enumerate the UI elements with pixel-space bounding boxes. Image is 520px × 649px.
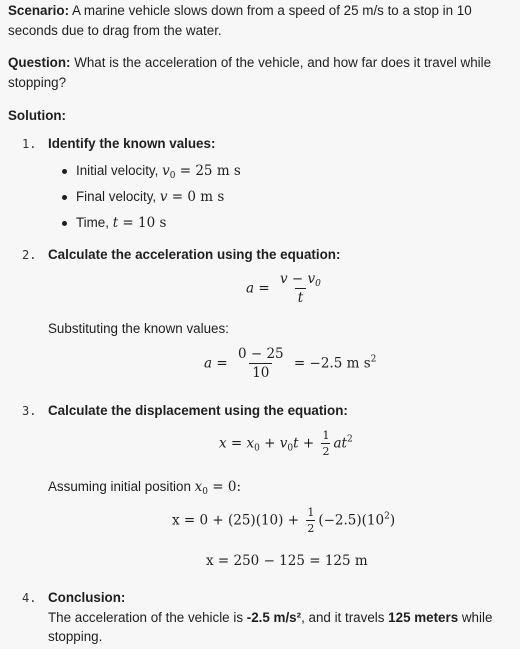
question-text: What is the acceleration of the vehicle, and how far does it travel while [70, 55, 492, 70]
conclusion-text: , and it travels [301, 610, 389, 625]
displacement-result: x = 250 − 125 = 125 m [206, 553, 368, 569]
fraction-denominator: t [295, 288, 306, 306]
acceleration-substituted [204, 347, 376, 381]
fraction-numerator [277, 272, 324, 288]
acceleration-formula [246, 272, 327, 306]
assumption-value: = 0: [207, 479, 242, 495]
formula-lhs: a [246, 280, 255, 297]
scenario-line-2: seconds due to drag from the water. [8, 23, 222, 38]
formula-tail: at [333, 435, 347, 452]
question-line-2: stopping? [8, 75, 67, 90]
bullet [62, 195, 67, 200]
known-label: Time, [76, 215, 113, 230]
known-var: t [112, 215, 119, 231]
numerator-sub: 0 [315, 279, 321, 289]
known-value: = 10 s [118, 215, 167, 231]
half-fraction [321, 430, 330, 458]
fraction-numerator: 0 − 25 [237, 346, 284, 362]
formula-eq: = [254, 280, 274, 297]
step-title: Identify the known values: [48, 136, 216, 151]
line1-sup: 2 [384, 511, 390, 522]
line1-part-a: x = 0 + (25)(10) + [172, 512, 304, 529]
step-title: Calculate the displacement using the equation: [48, 403, 348, 418]
formula-mid2: t + [293, 435, 319, 452]
fraction-numerator: 1 [307, 506, 315, 519]
line1-part-c: ) [389, 512, 396, 529]
bullet [62, 221, 67, 226]
step-number: 4. [22, 591, 37, 605]
step-title: Conclusion: [48, 590, 126, 605]
substitution-text: Substituting the known values: [48, 321, 229, 336]
known-value: = 25 m s [175, 163, 241, 179]
assumption-line [48, 476, 241, 498]
formula-lhs: a [204, 355, 213, 372]
known-value: = 0 m s [167, 189, 225, 205]
fraction [235, 347, 287, 381]
conclusion-acceleration: -2.5 m/s² [246, 610, 302, 625]
assumption-sub: 0 [202, 487, 208, 497]
scenario-text: A marine vehicle slows down from a speed of 25 m/s to a stop in 10 [69, 3, 472, 18]
scenario-label: Scenario: [8, 3, 70, 18]
bullet [62, 169, 67, 174]
line1-part-b: (−2.5)(10 [318, 512, 385, 529]
question-label: Question: [8, 55, 71, 70]
step-number: 3. [22, 404, 37, 418]
formula-mid: + v [259, 435, 288, 452]
known-sub: 0 [169, 171, 176, 181]
conclusion-text: The acceleration of the vehicle is [48, 610, 247, 625]
known-label: Final velocity, [76, 189, 160, 204]
conclusion-distance: 125 meters [388, 610, 459, 625]
formula-sub: 0 [254, 443, 260, 454]
assumption-text: Assuming initial position [48, 479, 195, 494]
step-number: 1. [22, 137, 37, 151]
displacement-substituted [172, 507, 395, 535]
question-line-1 [8, 52, 491, 73]
assumption-var: x [194, 479, 203, 495]
known-var: v [159, 189, 168, 205]
result-sup: 2 [370, 354, 377, 365]
solution-label: Solution: [8, 108, 67, 123]
fraction-denominator: 10 [249, 363, 272, 381]
known-var: v [162, 163, 170, 179]
known-label: Initial velocity, [76, 163, 163, 178]
fraction-denominator: 2 [322, 445, 330, 458]
known-final-velocity [76, 186, 224, 208]
fraction-numerator: 1 [322, 429, 330, 442]
step-title: Calculate the acceleration using the equation: [48, 247, 341, 262]
conclusion-text: while [458, 610, 493, 625]
formula-sub: 0 [287, 443, 294, 454]
fraction [277, 272, 324, 306]
half-fraction [306, 507, 315, 535]
numerator-text: v − v [279, 271, 316, 287]
known-initial-velocity [76, 160, 241, 182]
formula-sup: 2 [346, 434, 353, 445]
conclusion-line-1 [48, 607, 492, 628]
formula-eq: = [212, 355, 232, 372]
scenario-line-1 [8, 0, 472, 21]
formula-result: = −2.5 m s [289, 355, 371, 372]
conclusion-line-2: stopping. [48, 629, 103, 644]
known-time [76, 212, 166, 234]
fraction-denominator: 2 [307, 522, 315, 535]
displacement-formula [219, 430, 353, 458]
step-number: 2. [22, 248, 37, 262]
formula-lhs: x = x [219, 435, 255, 452]
